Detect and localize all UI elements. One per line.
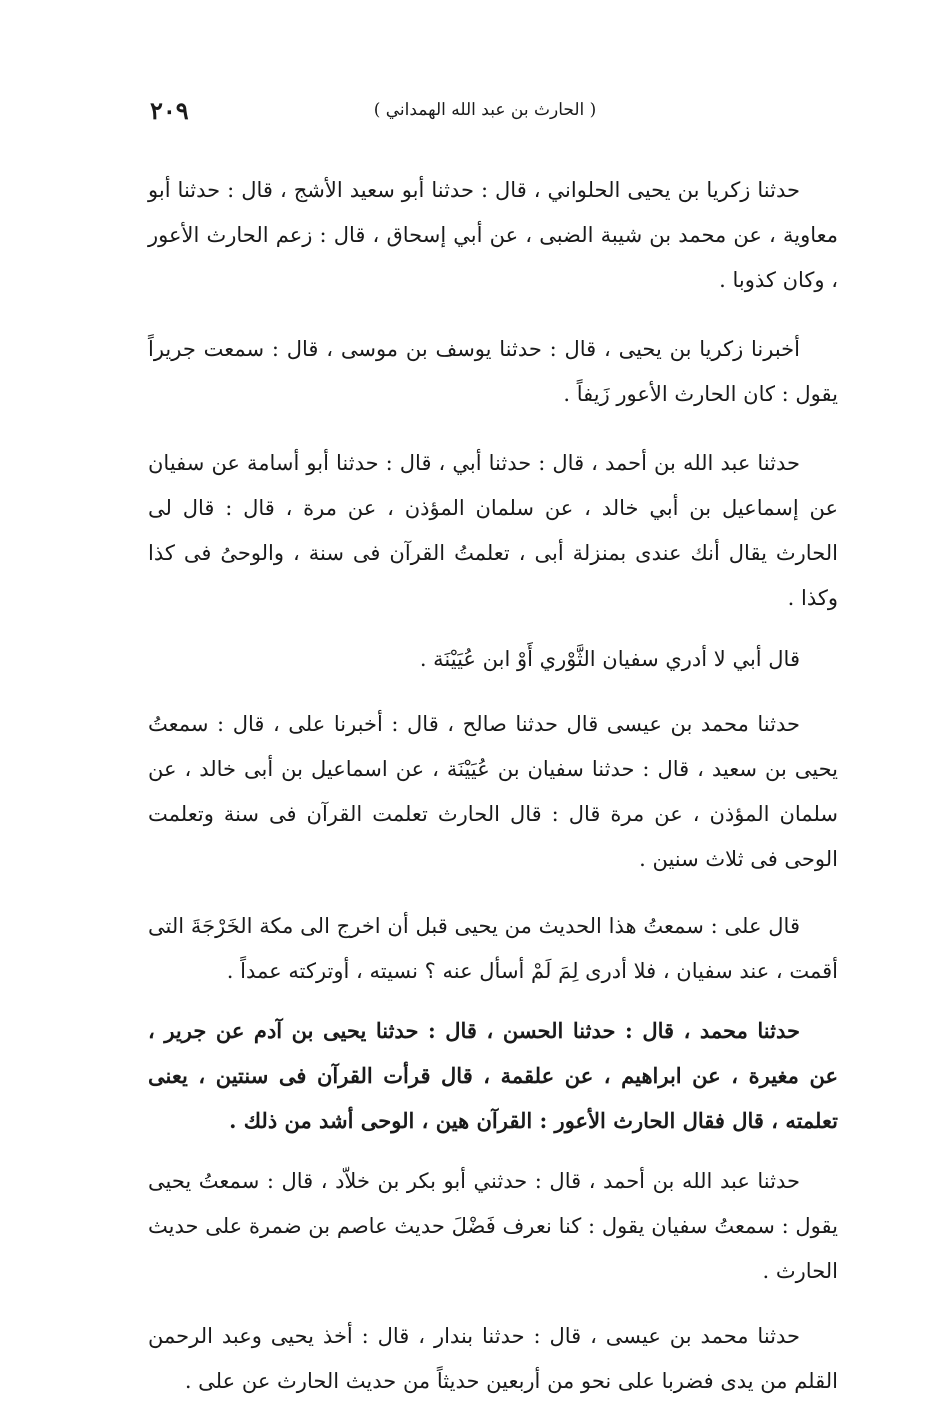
page-header [140,92,830,132]
paragraph-7: حدثنا محمد ، قال : حدثنا الحسن ، قال : حدثنا يحيى بن آدم عن جرير ، عن مغيرة ، عن ابراهيم ، عن علقمة ، قال قرأت القرآن فى سنتين ، يعنى تعلمته ، قال فقال الحارث الأعور : القرآن هين ، الوحى أشد من ذلك . [148,1018,838,1133]
page-number: ٢٠٩ [150,96,189,125]
paragraph-5: حدثنا محمد بن عيسى قال حدثنا صالح ، قال : أخبرنا على ، قال : سمعتُ يحيى بن سعيد ، قال : حدثنا سفيان بن عُيَيْنَة ، عن اسماعيل بن أبى خالد ، عن سلمان المؤذن ، عن مرة قال : قال الحارث تعلمت القرآن فى سنة وتعلمت الوحى فى ثلاث سنين . [148,712,838,871]
paragraph-2: أخبرنا زكريا بن يحيى ، قال : حدثنا يوسف بن موسى ، قال : سمعت جريراً يقول : كان الحارث الأعور زَيفاً . [148,337,838,406]
paragraph-4: قال أبي لا أدري سفيان الثَّوْري أَوْ ابن عُيَيْنَة . [419,647,800,671]
paragraph-9: حدثنا محمد بن عيسى ، قال : حدثنا بندار ، قال : أخذ يحيى وعبد الرحمن القلم من يدى فضربا على نحو من أربعين حديثاً من حديث الحارث عن على . [148,1324,838,1393]
paragraph-8: حدثنا عبد الله بن أحمد ، قال : حدثني أبو بكر بن خلاّد ، قال : سمعتُ يحيى يقول : سمعتُ سفيان يقول : كنا نعرف فَضْلَ حديث عاصم بن ضمرة على حديث الحارث . [148,1169,838,1283]
page-body [148,168,838,1404]
paragraph-3: حدثنا عبد الله بن أحمد ، قال : حدثنا أبي ، قال : حدثنا أبو أسامة عن سفيان عن إسماعيل بن أبي خالد ، عن سلمان المؤذن ، عن مرة ، قال : قال لى الحارث يقال أنك عندى بمنزلة أبى ، تعلمتُ القرآن فى سنة ، والوحىُ فى كذا وكذا . [148,451,838,610]
running-title: ( الحارث بن عبد الله الهمداني ) [373,100,597,120]
paragraph-6: قال على : سمعتُ هذا الحديث من يحيى قبل أن اخرج الى مكة الخَرْجَةَ التى أقمت ، عند سفيان ، فلا أدرى لِمَ لَمْ أسأل عنه ؟ نسيته ، أوتركته عمداً . [148,914,838,983]
paragraph-1: حدثنا زكريا بن يحيى الحلواني ، قال : حدثنا أبو سعيد الأشج ، قال : حدثنا أبو معاوية ، عن محمد بن شيبة الضبى ، عن أبي إسحاق ، قال : زعم الحارث الأعور ، وكان كذوبا . [148,178,838,292]
